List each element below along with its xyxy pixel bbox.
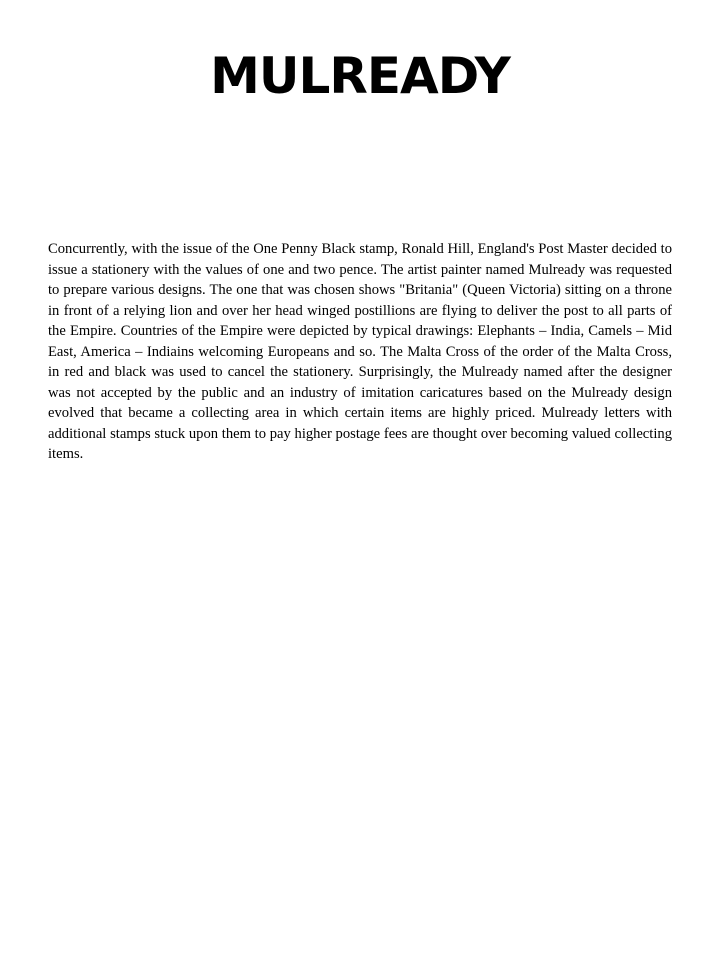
- slide-title: MULREADY: [210, 47, 510, 105]
- body-paragraph: Concurrently, with the issue of the One Penny Black stamp, Ronald Hill, England's Post Master decided to issue a stationery with the values of one and two pence. The artist painter named Mulready was requested to prepare various designs. The one that was chosen shows "Britania" (Queen Victoria) sitting on a throne in front of a relying lion and over her head winged postillions are flying to deliver the post to all parts of the Empire. Countries of the Empire were depicted by typical drawings: Elephants – India, Camels – Mid East, America – Indiains welcoming Europeans and so. The Malta Cross of the order of the Malta Cross, in red and black was used to cancel the stationery. Surprisingly, the Mulready named after the designer was not accepted by the public and an industry of imitation caricatures based on the Mulready design evolved that became a collecting area in which certain items are highly priced. Mulready letters with additional stamps stuck upon them to pay higher postage fees are thought over becoming valued collecting items.: [48, 241, 672, 462]
